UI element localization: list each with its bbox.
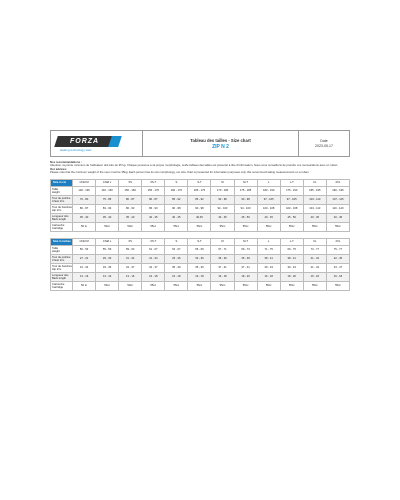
column-header: 2XL [326, 238, 349, 245]
table-cell: 35 - 40 [96, 213, 119, 222]
table-cell: 35 - 40 [73, 213, 96, 222]
table-cell: 155 - 170 [142, 186, 165, 195]
row-label: Longueur dos Back length [51, 272, 73, 281]
table-cell: 104 - 113 [303, 204, 326, 213]
table-cell: 37 - 41 [234, 263, 257, 272]
title-block [143, 131, 299, 156]
table-cell: 100 - 108 [280, 204, 303, 213]
table-cell: 33 - 36 [165, 254, 188, 263]
table-cell: 55cc [165, 222, 188, 231]
table-cell: 50 to [73, 222, 96, 231]
table-cell: 39 - 43 [257, 263, 280, 272]
table-cell: 97 - 105 [280, 195, 303, 204]
column-header: M-T [234, 179, 257, 186]
table-cell: 43 - 47 [326, 263, 349, 272]
document-header [50, 130, 350, 157]
table-cell: 29 - 33 [96, 254, 119, 263]
table-cell: 165 - 175 [188, 186, 211, 195]
table-cell: 130 - 136 [73, 186, 96, 195]
row-label: Cartouche Cartridge [51, 222, 73, 231]
table-cell: 80 - 87 [119, 195, 142, 204]
table-cell: 55cc [142, 281, 165, 290]
logo-text: FORZA [70, 137, 100, 145]
table-cell: 33 - 36 [188, 254, 211, 263]
table-cell: 75 - 85 [96, 195, 119, 204]
table-cell: 27 - 31 [73, 254, 96, 263]
table-cell: 90 - 98 [234, 195, 257, 204]
table-cell: 31 - 34 [73, 263, 96, 272]
column-header: Child L [96, 238, 119, 245]
row-label: Tour de poitrine Chest trim [52, 255, 71, 262]
table-cell: 55cc [234, 222, 257, 231]
table-cell: 94 - 103 [234, 204, 257, 213]
date-block [299, 131, 349, 156]
table-cell: 107 - 115 [326, 195, 349, 204]
table-corner-label: Size in cm [51, 179, 73, 186]
table-cell: 50cc [119, 281, 142, 290]
column-header: XS-T [142, 179, 165, 186]
table-cell: 38 - 41 [257, 254, 280, 263]
date-label: Date [320, 138, 328, 143]
column-header: L-T [280, 179, 303, 186]
table-cell: 55cc [257, 281, 280, 290]
column-header: S [165, 179, 188, 186]
table-cell: 55cc [142, 222, 165, 231]
table-cell: 38 - 41 [280, 254, 303, 263]
table-cell: 40 - 45 [211, 213, 234, 222]
column-header: M-T [234, 238, 257, 245]
table-cell: 40 - 45 [303, 213, 326, 222]
table-cell: 39 - 43 [280, 263, 303, 272]
table-cell: 16 - 18 [257, 272, 280, 281]
row-label: Taille Height [51, 245, 73, 254]
table-cell: 40,45 [188, 213, 211, 222]
table-cell: 50cc [96, 222, 119, 231]
table-cell: 59 - 63 [119, 245, 142, 254]
table-cell: 103 - 110 [303, 195, 326, 204]
table-corner-label: Size in inches [51, 238, 73, 245]
recommendations [50, 161, 350, 175]
table-cell: 140 - 150 [96, 186, 119, 195]
row-label: Longueur dos Back length [51, 213, 73, 222]
brand-logo [51, 131, 143, 156]
table-row [51, 195, 350, 204]
table-cell: 160 - 170 [165, 186, 188, 195]
table-cell: 67 - 71 [211, 245, 234, 254]
document-title: Tableau des tailles - Size chart [190, 137, 251, 143]
table-cell: 86 - 93 [142, 204, 165, 213]
column-header: XL [303, 179, 326, 186]
column-header: 2XL [326, 179, 349, 186]
table-cell: 150 - 160 [119, 186, 142, 195]
table-header-row [51, 238, 350, 245]
table-cell: 35 - 39 [234, 254, 257, 263]
table-cell: 85 - 92 [188, 195, 211, 204]
table-cell: 100 - 108 [257, 204, 280, 213]
table-cell: 35 - 40 [119, 213, 142, 222]
table-cell: 37 - 41 [211, 263, 234, 272]
row-label: Taille Height [51, 186, 73, 195]
table-cell: 97 - 105 [257, 195, 280, 204]
table-cell: 31 - 34 [142, 254, 165, 263]
table-cell: 55cc [280, 281, 303, 290]
table-cell: 16 - 18 [142, 272, 165, 281]
column-header: S [165, 238, 188, 245]
table-cell: 35 - 39 [211, 254, 234, 263]
table-cell: 16 - 18 [211, 272, 234, 281]
table-cell: 86 - 93 [119, 204, 142, 213]
column-header: S-T [188, 238, 211, 245]
table-cell: 55cc [188, 281, 211, 290]
table-cell: 69 - 73 [234, 245, 257, 254]
column-header: S-T [188, 179, 211, 186]
table-cell: 55cc [303, 222, 326, 231]
table-row [51, 272, 350, 281]
table-cell: 61 - 67 [142, 245, 165, 254]
table-cell: 170 - 180 [211, 186, 234, 195]
table-cell: 83 - 90 [96, 204, 119, 213]
table-cell: 65 - 69 [188, 245, 211, 254]
table-cell: 41 - 44 [303, 263, 326, 272]
table-cell: 13 - 16 [119, 272, 142, 281]
column-header: L-T [280, 238, 303, 245]
table-cell: 40 - 45 [257, 213, 280, 222]
table-cell: 55cc [234, 281, 257, 290]
table-cell: 55cc [303, 281, 326, 290]
table-row [51, 245, 350, 254]
row-label: Tour de hanches Hip trim [52, 205, 72, 212]
table-cell: 80 - 87 [73, 204, 96, 213]
logo-tagline: skating technology start [60, 147, 92, 152]
table-cell: 190 - 195 [326, 186, 349, 195]
size-table-cm [50, 179, 350, 232]
table-cell: 31 - 34 [119, 254, 142, 263]
table-cell: 90 - 98 [211, 195, 234, 204]
table-cell: 55cc [211, 222, 234, 231]
column-header: M [211, 238, 234, 245]
size-chart-document [50, 130, 350, 291]
table-cell: 50 - 53 [73, 245, 96, 254]
row-label: Tour de poitrine Chest trim [52, 196, 71, 203]
table-cell: 63 - 67 [165, 245, 188, 254]
table-cell: 80 - 87 [142, 195, 165, 204]
fr-notes-text: Attention, la pointe minimum de l'utilisateur doit être de 35 kg. Chaque personne a sa propre morphologie, cet/le tableau des tailles est présenté à titre d'information. Nous vous conseillons de prendre vos mensurations avec un ruban. [50, 163, 339, 168]
table-cell: 13 - 16 [96, 272, 119, 281]
column-header: XS [119, 179, 142, 186]
size-table-inches [50, 238, 350, 291]
table-row [51, 281, 350, 290]
table-cell: 35 - 39 [188, 263, 211, 272]
table-row [51, 204, 350, 213]
table-cell: 34 - 37 [142, 263, 165, 272]
logo-mark [54, 136, 116, 147]
column-header: Child L [96, 179, 119, 186]
table-cell: 55cc [165, 281, 188, 290]
table-row [51, 263, 350, 272]
row-label: Tour de hanches Hip trim [52, 264, 72, 271]
table-cell: 41 - 43 [303, 254, 326, 263]
table-cell: 94 - 103 [211, 204, 234, 213]
table-cell: 16 - 18 [165, 272, 188, 281]
table-cell: 18 - 20 [234, 272, 257, 281]
table-cell: 55cc [326, 281, 349, 290]
table-cell: 50cc [119, 222, 142, 231]
column-header: L [257, 179, 280, 186]
en-notes-title: Our advices: [50, 166, 67, 171]
row-label: Cartouche Cartridge [51, 281, 73, 290]
table-cell: 175 - 190 [280, 186, 303, 195]
table-cell: 42 - 45 [326, 254, 349, 263]
table-cell: 110 - 120 [326, 204, 349, 213]
table-cell: 40 - 45 [165, 213, 188, 222]
en-notes-text: Please note that the minimum weight of the user must be 35kg. Each person has its own morphology, our size chart is presented for information purposes only. We recommend taking measurements on a ruban. [50, 170, 310, 175]
table-cell: 180 - 190 [257, 186, 280, 195]
table-cell: 55cc [326, 222, 349, 231]
table-cell: 55cc [188, 222, 211, 231]
table-cell: 55cc [257, 222, 280, 231]
table-cell: 55cc [211, 281, 234, 290]
table-cell: 16 - 18 [326, 272, 349, 281]
table-row [51, 254, 350, 263]
table-cell: 70 - 80 [73, 195, 96, 204]
table-cell: 50cc [96, 281, 119, 290]
column-header: L [257, 238, 280, 245]
table-cell: 40 - 45 [142, 213, 165, 222]
column-header: XS-T [142, 238, 165, 245]
logo-stripe [108, 136, 122, 147]
table-cell: 40 - 45 [326, 213, 349, 222]
table-cell: 69 - 75 [280, 245, 303, 254]
table-cell: 71 - 75 [257, 245, 280, 254]
table-cell: 45 - 50 [280, 213, 303, 222]
table-row [51, 186, 350, 195]
table-row [51, 213, 350, 222]
date-value: 2023-05-17 [315, 143, 333, 148]
table-cell: 73 - 77 [303, 245, 326, 254]
table-cell: 34 - 37 [119, 263, 142, 272]
table-cell: 18 - 20 [280, 272, 303, 281]
fr-notes-title: Nos recommandations : [50, 160, 82, 164]
table-row [51, 222, 350, 231]
table-cell: 90 - 98 [188, 204, 211, 213]
table-cell: 185 - 195 [303, 186, 326, 195]
column-header: Child M [73, 179, 96, 186]
table-cell: 16 - 18 [303, 272, 326, 281]
table-cell: 13 - 16 [73, 272, 96, 281]
table-cell: 33 - 35 [96, 263, 119, 272]
table-cell: 55cc [280, 222, 303, 231]
column-header: XL [303, 238, 326, 245]
table-cell: 75 - 77 [326, 245, 349, 254]
column-header: XS [119, 238, 142, 245]
table-cell: 175 - 185 [234, 186, 257, 195]
table-cell: 50 to [73, 281, 96, 290]
table-header-row [51, 179, 350, 186]
table-cell: 16 - 18 [188, 272, 211, 281]
table-cell: 45 - 50 [234, 213, 257, 222]
table-cell: 90 - 98 [165, 204, 188, 213]
column-header: Child M [73, 238, 96, 245]
table-cell: 85 - 92 [165, 195, 188, 204]
product-name: ZIP N 2 [212, 143, 229, 150]
table-cell: 35 - 39 [165, 263, 188, 272]
column-header: M [211, 179, 234, 186]
table-cell: 55 - 59 [96, 245, 119, 254]
